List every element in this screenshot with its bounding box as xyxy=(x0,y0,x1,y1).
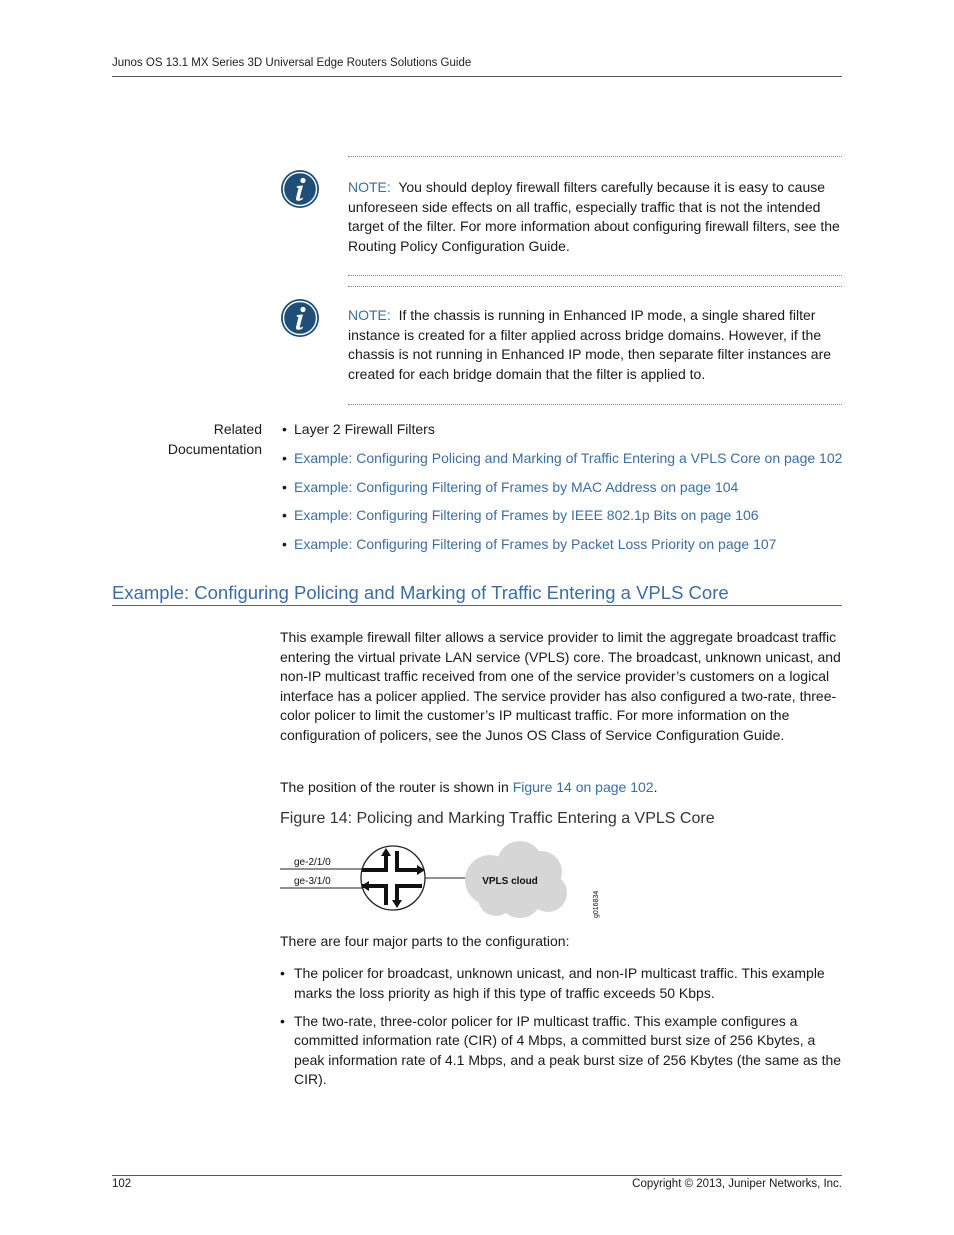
position-suffix: . xyxy=(653,779,658,795)
header-rule xyxy=(112,76,842,77)
parts-list xyxy=(280,964,846,1098)
related-label-line1: Related xyxy=(213,421,262,437)
page-number: 102 xyxy=(112,1178,132,1190)
iface-label-2: ge-3/1/0 xyxy=(294,876,331,887)
related-link[interactable]: • Example: Configuring Policing and Marking of Traffic Entering a VPLS Core on page 102 xyxy=(282,449,852,478)
note-2 xyxy=(348,306,844,384)
running-header: Junos OS 13.1 MX Series 3D Universal Edge Routers Solutions Guide xyxy=(112,57,472,69)
related-item: • Layer 2 Firewall Filters xyxy=(282,420,852,449)
position-text: The position of the router is shown in xyxy=(280,779,513,795)
diagram-svg xyxy=(280,838,610,924)
note-body: If the chassis is running in Enhanced IP mode, a single shared filter instance is created for a filter applied across bridge domains. However, if the chassis is not running in Enhanced IP mode, then separate filter instances are created for each bridge domain that the filter is applied to. xyxy=(348,307,832,382)
section-rule xyxy=(112,605,842,606)
cloud-label: VPLS cloud xyxy=(482,876,538,887)
note-body: You should deploy firewall filters carefully because it is easy to cause unforeseen side effects on all traffic, especially traffic that is not the intended target of the filter. For more information about configuring firewall filters, see the Routing Policy Configuration Guide. xyxy=(348,179,840,254)
copyright: Copyright © 2013, Juniper Networks, Inc. xyxy=(632,1178,842,1190)
note-label: NOTE: xyxy=(348,179,391,195)
figure-link[interactable]: Figure 14 on page 102 xyxy=(512,779,654,795)
note-label: NOTE: xyxy=(348,307,391,323)
figure-id: g016834 xyxy=(593,890,600,918)
router-icon xyxy=(361,846,425,910)
related-documentation-list xyxy=(282,420,852,564)
section-title: Example: Configuring Policing and Marking of Traffic Entering a VPLS Core xyxy=(112,582,729,603)
note-bottom-rule xyxy=(348,275,842,276)
note-1 xyxy=(348,178,844,256)
related-link[interactable]: • Example: Configuring Filtering of Frames by IEEE 802.1p Bits on page 106 xyxy=(282,506,852,535)
footer-rule xyxy=(112,1175,842,1176)
related-documentation-label xyxy=(112,420,262,459)
related-link[interactable]: • Example: Configuring Filtering of Frames by Packet Loss Priority on page 107 xyxy=(282,535,852,564)
note-top-rule xyxy=(348,286,842,287)
position-paragraph xyxy=(280,778,844,798)
related-label-line2: Documentation xyxy=(167,440,262,457)
vpls-diagram xyxy=(280,838,610,924)
note-top-rule xyxy=(348,156,842,157)
list-item: • The two-rate, three-color policer for IP multicast traffic. This example configures a committed information rate (CIR) of 4 Mbps, a committed burst size of 256 Kbytes, a peak information rate of 4.1 Mbps, and a peak burst size of 256 Kbytes (the same as the CIR). xyxy=(280,1012,846,1090)
intro-paragraph: This example firewall filter allows a service provider to limit the aggregate broadcast traffic entering the virtual private LAN service (VPLS) core. The broadcast, unknown unicast, and non-IP multicast traffic received from one of the service provider’s customers on a logical interface has a policer applied. The service provider has also configured a two-rate, three-color policer to limit the customer’s IP multicast traffic. For more information on the configuration of policers, see the Junos OS Class of Service Configuration Guide. xyxy=(280,629,841,743)
info-icon xyxy=(280,169,320,209)
info-icon xyxy=(280,298,320,338)
list-item: • The policer for broadcast, unknown unicast, and non-IP multicast traffic. This example marks the loss priority as high if this type of traffic exceeds 50 Kbps. xyxy=(280,964,846,1003)
note-bottom-rule xyxy=(348,404,842,405)
parts-intro: There are four major parts to the configuration: xyxy=(280,933,570,949)
iface-label-1: ge-2/1/0 xyxy=(294,857,331,868)
figure-caption: Figure 14: Policing and Marking Traffic Entering a VPLS Core xyxy=(280,810,715,827)
related-link[interactable]: • Example: Configuring Filtering of Frames by MAC Address on page 104 xyxy=(282,478,852,507)
